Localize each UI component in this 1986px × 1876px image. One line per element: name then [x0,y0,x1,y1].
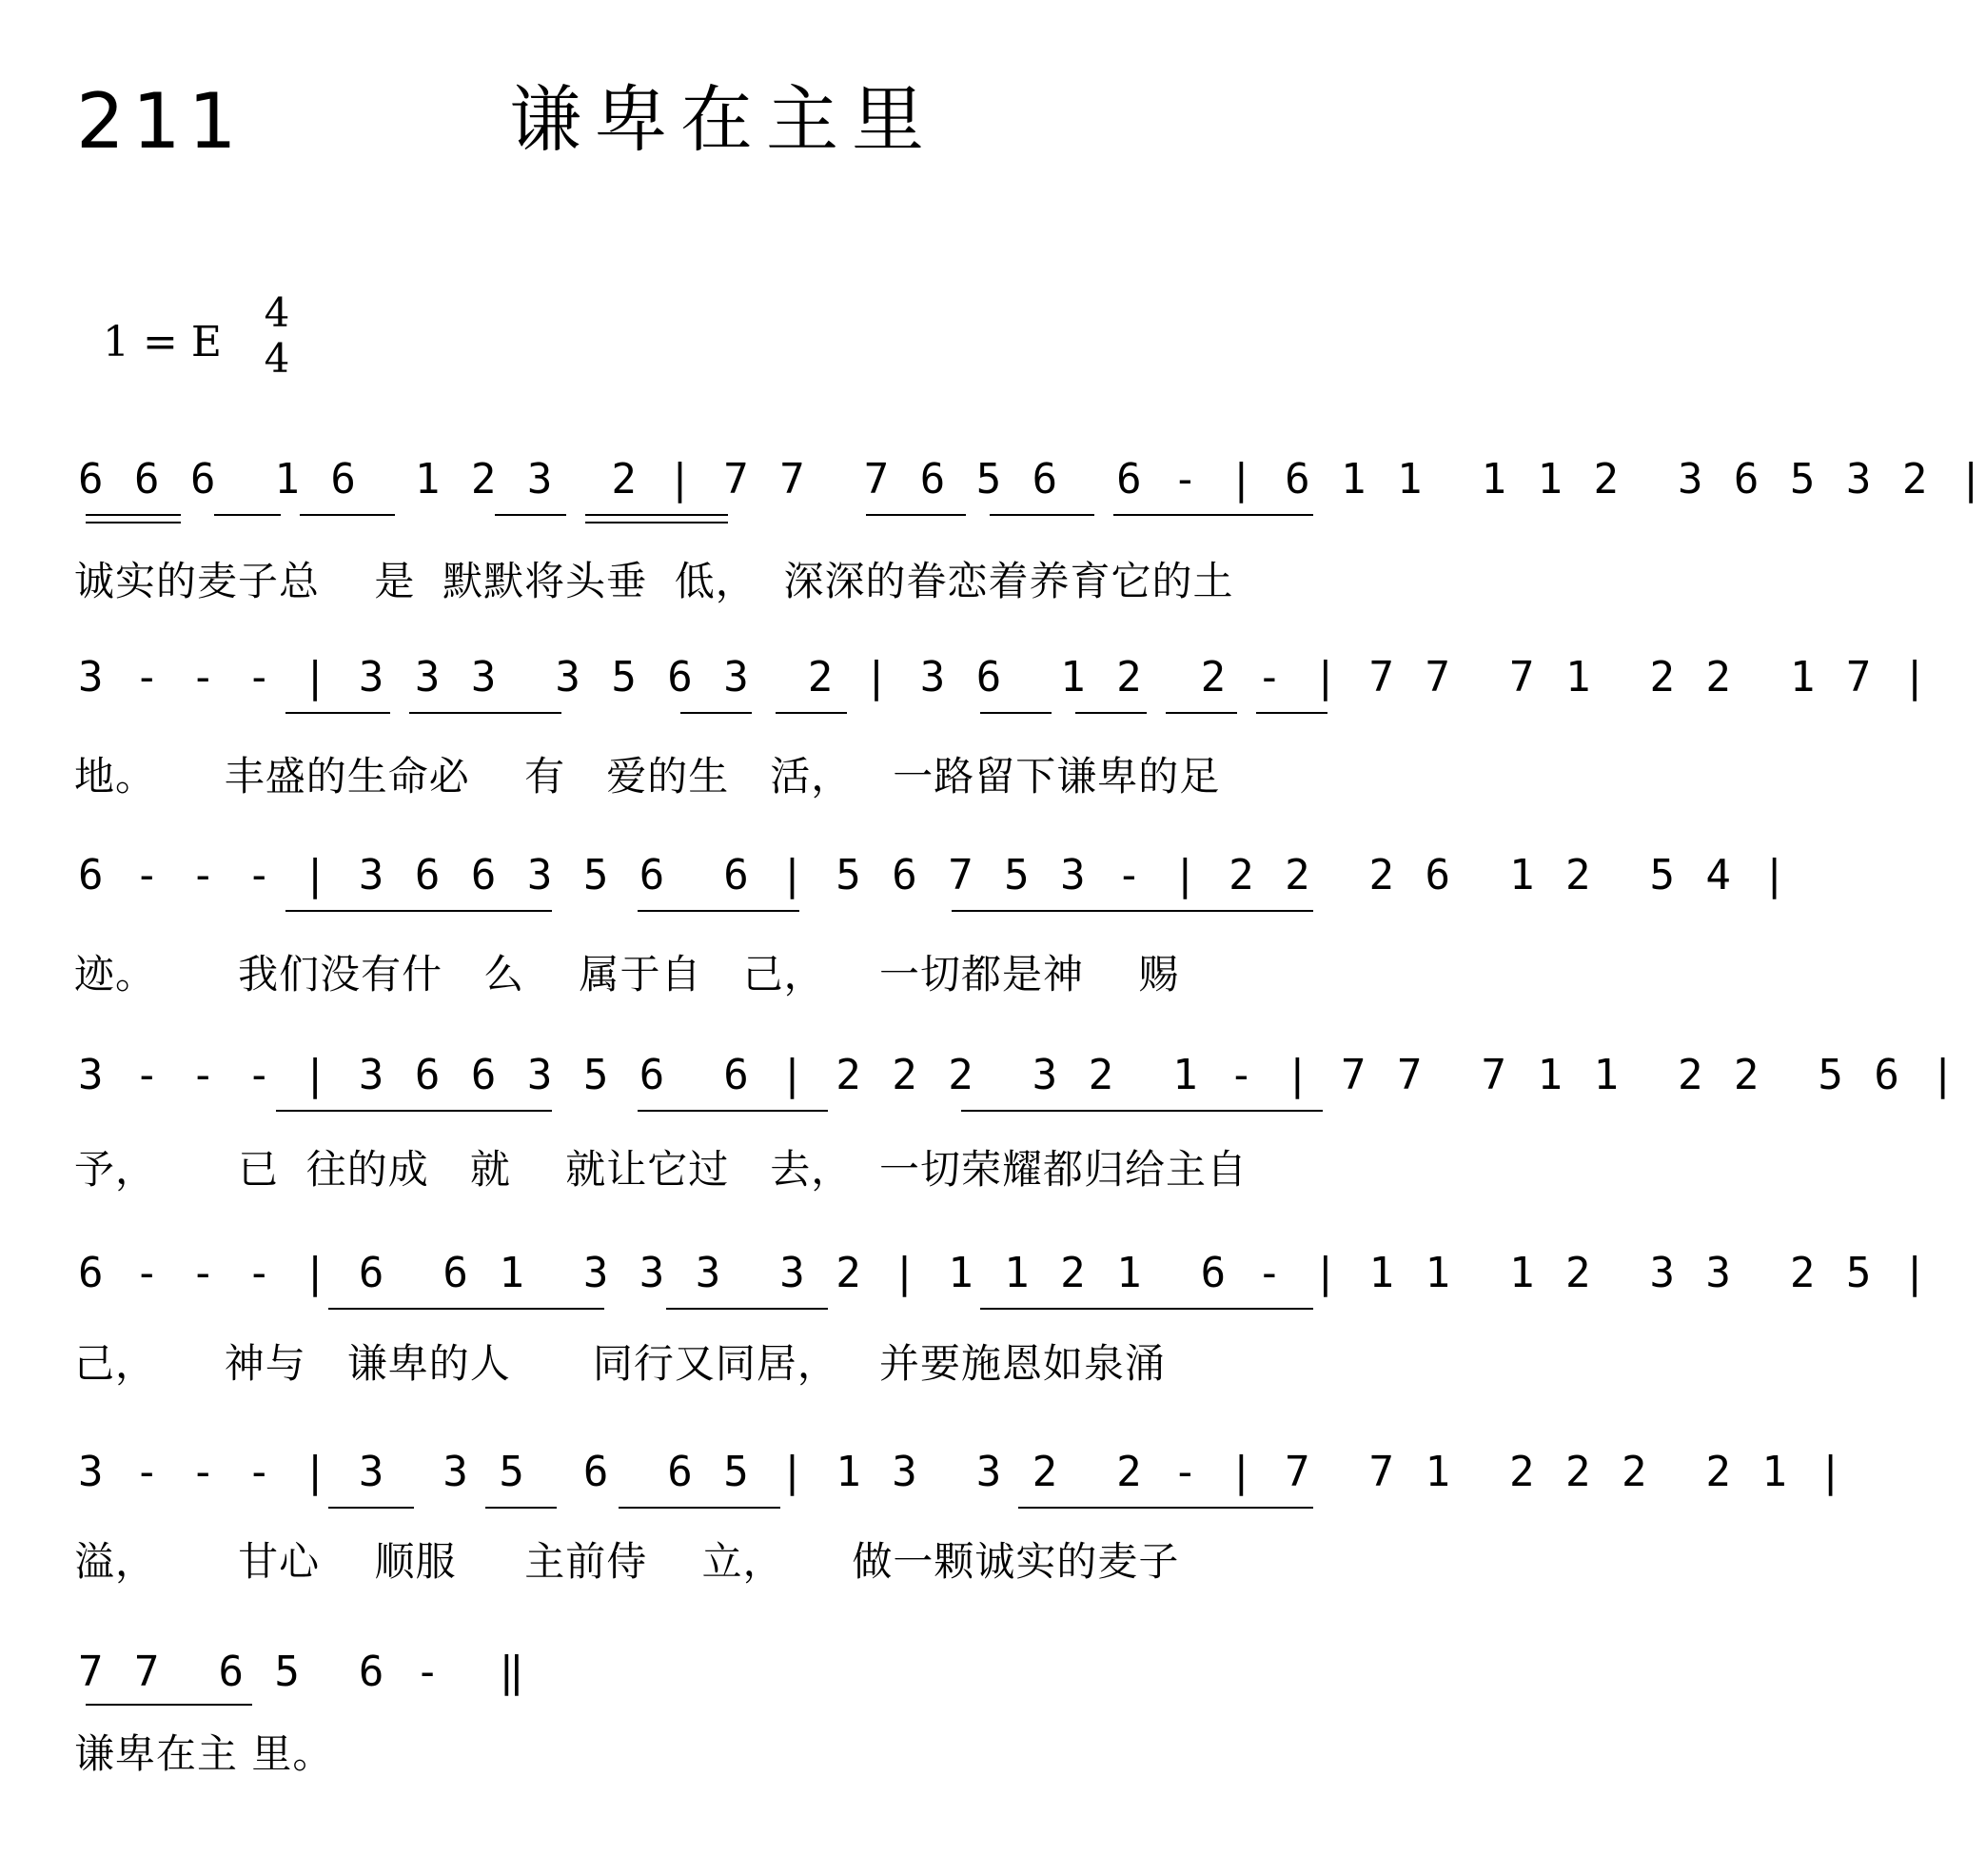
lyric-line-3: 迹。 我们没有什 么 属于自 己， 一切都是神 赐 [74,951,1180,997]
beam-underline [300,514,395,516]
beam-underline [485,1507,557,1509]
time-signature-bottom: 4 [264,335,290,382]
notes-line-1: 6 6 6 1 6 1 2 3 2 | 7 7 7 6 5 6 6 - | 6 1 1 1 1 2 3 6 5 3 2 | [78,455,1986,504]
beam-underline [86,514,181,516]
beam-underline [1075,712,1147,714]
lyric-line-6: 溢， 甘心 顺服 主前侍 立， 做一颗诚实的麦子 [74,1538,1180,1585]
beam-underline [990,514,1094,516]
key-signature: 1 = E [103,318,222,366]
beam-underline [619,1507,780,1509]
beam-underline [86,522,181,523]
notes-line-7: 7 7 6 5 6 - ‖ [78,1648,527,1696]
hymn-title: 谦卑在主里 [509,77,937,162]
time-signature-top: 4 [264,289,290,336]
beam-underline [86,1704,252,1706]
beam-underline [1166,712,1237,714]
beam-underline [409,712,561,714]
beam-underline [952,910,1313,912]
beam-underline [328,1507,414,1509]
lyric-line-2: 地。 丰盛的生命必 有 爱的生 活， 一路留下谦卑的足 [74,753,1221,800]
notes-line-6: 3 - - - | 3 3 5 6 6 5 | 1 3 3 2 2 - | 7 7 1 2 2 2 2 1 | [78,1448,1846,1496]
beam-underline [980,712,1052,714]
beam-underline [638,910,799,912]
beam-underline [776,712,847,714]
beam-underline [585,522,728,523]
beam-underline [495,514,566,516]
beam-underline [666,1308,828,1310]
beam-underline [1256,712,1327,714]
lyric-line-4: 予， 已 往的成 就 就让它过 去， 一切荣耀都归给主自 [74,1146,1249,1193]
notes-line-5: 6 - - - | 6 6 1 3 3 3 3 2 | 1 1 2 1 6 - | 1 1 1 2 3 3 2 5 | [78,1249,1931,1297]
beam-underline [285,712,390,714]
beam-underline [1018,1507,1313,1509]
lyric-line-1: 诚实的麦子总 是 默默将头垂 低， 深深的眷恋着养育它的土 [74,558,1234,604]
hymn-number: 211 [76,77,245,166]
notes-line-2: 3 - - - | 3 3 3 3 5 6 3 2 | 3 6 1 2 2 - | 7 7 7 1 2 2 1 7 | [78,653,1931,701]
beam-underline [585,514,728,516]
beam-underline [680,712,752,714]
notes-line-4: 3 - - - | 3 6 6 3 5 6 6 | 2 2 2 3 2 1 - | 7 7 7 1 1 2 2 5 6 | [78,1051,1958,1099]
beam-underline [980,1308,1313,1310]
beam-underline [961,1110,1323,1112]
beam-underline [276,1110,552,1112]
lyric-line-5: 己， 神与 谦卑的人 同行又同居， 并要施恩如泉涌 [74,1340,1166,1387]
beam-underline [1113,514,1313,516]
beam-underline [866,514,966,516]
beam-underline [638,1110,828,1112]
time-signature [261,289,293,382]
notes-line-3: 6 - - - | 3 6 6 3 5 6 6 | 5 6 7 5 3 - | 2 2 2 6 1 2 5 4 | [78,851,1790,899]
beam-underline [214,514,281,516]
beam-underline [285,910,552,912]
beam-underline [328,1308,604,1310]
lyric-line-7: 谦卑在主 里。 [74,1730,334,1777]
